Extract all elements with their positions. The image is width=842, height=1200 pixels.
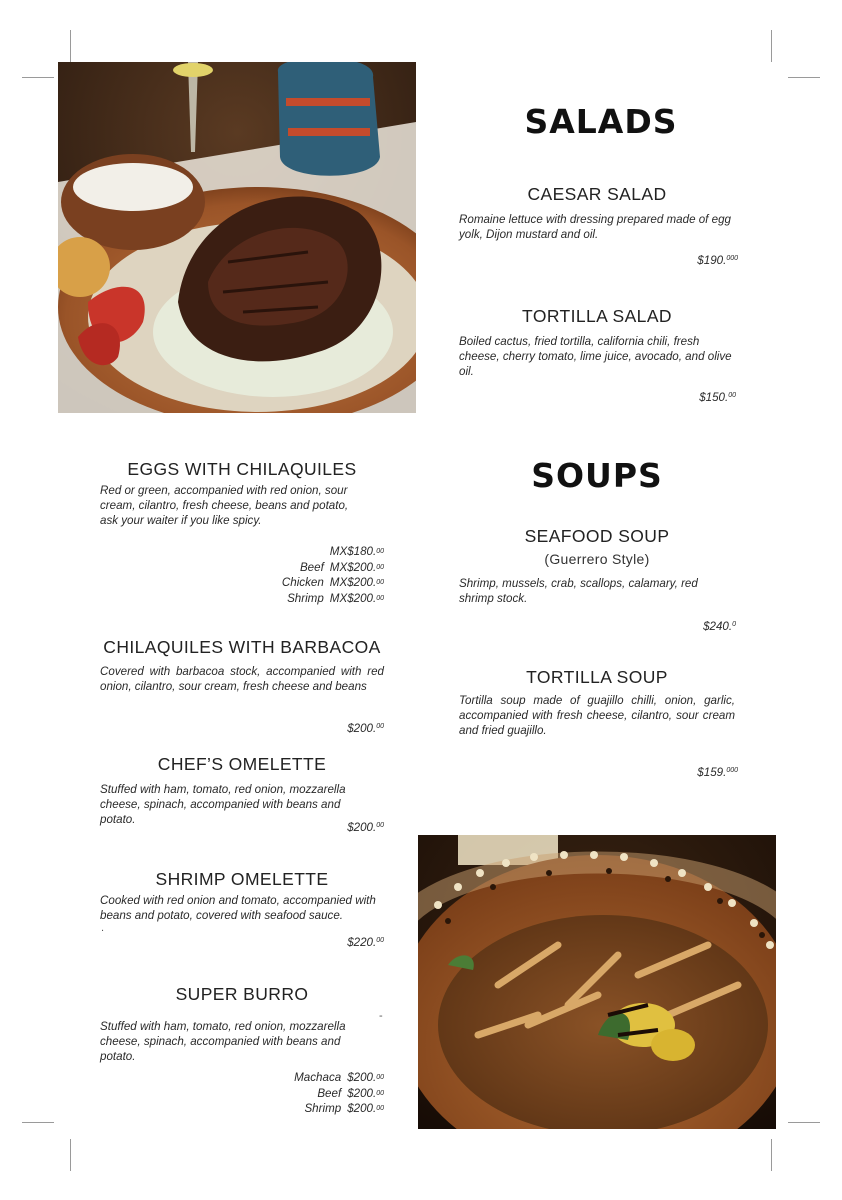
crop-mark — [70, 30, 71, 62]
dish-caesar-salad-name: CAESAR SALAD — [527, 184, 667, 204]
dish-chilaquiles-barbacoa-name: CHILAQUILES WITH BARBACOA — [103, 637, 381, 657]
crop-mark — [788, 1122, 820, 1123]
dish-seafood-soup-desc: Shrimp, mussels, crab, scallops, calamary, red shrimp stock. — [459, 577, 698, 605]
dish-eggs-chilaquiles-desc: Red or green, accompanied with red onion, sour cream, cilantro, fresh cheese, beans and potato, ask your waiter if you like spicy. — [100, 484, 349, 527]
dish-shrimp-omelette-name: SHRIMP OMELETTE — [155, 869, 329, 889]
dish-chilaquiles-barbacoa-price: $200.00 — [347, 722, 384, 735]
price-row: Machaca $200. 00 — [294, 1071, 384, 1084]
dish-seafood-soup-subtitle: (Guerrero Style) — [544, 551, 650, 567]
stray-mark: - — [379, 1010, 383, 1022]
dish-chefs-omelette-name: CHEF’S OMELETTE — [157, 754, 327, 774]
crop-mark — [22, 1122, 54, 1123]
dish-super-burro-prices — [240, 1070, 384, 1117]
dish-seafood-soup-price: $240.$^0$ — [703, 620, 736, 633]
crop-mark — [70, 1139, 71, 1171]
dish-tortilla-salad-price: $150.00 — [699, 391, 736, 404]
price-row: Shrimp MX$200. 00 — [287, 591, 384, 605]
dish-super-burro-name: SUPER BURRO — [175, 984, 309, 1004]
crop-mark — [22, 77, 54, 78]
dish-tortilla-salad-name: TORTILLA SALAD — [522, 306, 672, 326]
price-row: Shrimp $200. 00 — [304, 1102, 384, 1115]
crop-mark — [771, 1139, 772, 1171]
price-row: MX$180. 00 — [329, 545, 384, 558]
dish-caesar-salad-price: $190.$^{000}$ — [697, 254, 738, 267]
dish-super-burro-desc: Stuffed with ham, tomato, red onion, mozzarella cheese, spinach, accompanied with beans and potato. — [100, 1020, 346, 1063]
dish-shrimp-omelette-price: $220.00 — [347, 936, 384, 949]
price-row: Beef MX$200. 00 — [299, 560, 384, 574]
dish-eggs-chilaquiles-name: EGGS WITH CHILAQUILES — [127, 459, 357, 479]
dish-tortilla-soup-price: $159.$^{000}$ — [697, 766, 738, 779]
dish-tortilla-salad-desc: Boiled cactus, fried tortilla, california chili, fresh cheese, cherry tomato, lime juice, avocado, and olive oil. — [459, 335, 732, 378]
price-row: Chicken MX$200. 00 — [281, 576, 384, 589]
dish-shrimp-omelette-desc: Cooked with red onion and tomato, accompanied with beans and potato, covered with seafood sauce. — [100, 894, 376, 922]
tortilla-soup-bowl-photo — [418, 835, 776, 1129]
barbacoa-plate-photo — [58, 62, 416, 413]
salads-heading: SALADS — [524, 102, 678, 141]
dish-chefs-omelette-desc: Stuffed with ham, tomato, red onion, mozzarella cheese, spinach, accompanied with beans and potato. — [100, 783, 346, 826]
dish-caesar-salad-desc: Romaine lettuce with dressing prepared made of egg yolk, Dijon mustard and oil. — [459, 213, 731, 241]
price-row: Beef $200. 00 — [317, 1086, 384, 1100]
dish-chefs-omelette-price: $200.00 — [347, 821, 384, 834]
crop-mark — [771, 30, 772, 62]
crop-mark — [788, 77, 820, 78]
dish-chilaquiles-barbacoa-desc: Covered with barbacoa stock, accompanied with red onion, cilantro, sour cream, fresh cheese and beans — [100, 665, 384, 693]
dish-tortilla-soup-name: TORTILLA SOUP — [526, 667, 668, 687]
dish-eggs-chilaquiles-prices — [220, 544, 384, 606]
soups-heading: SOUPS — [531, 456, 663, 495]
dish-seafood-soup-name: SEAFOOD SOUP — [524, 526, 670, 546]
stray-mark: . — [101, 922, 105, 934]
dish-tortilla-soup-desc: Tortilla soup made of guajillo chilli, onion, garlic, accompanied with fresh cheese, cilantro, sour cream and fried guajillo. — [459, 694, 735, 737]
